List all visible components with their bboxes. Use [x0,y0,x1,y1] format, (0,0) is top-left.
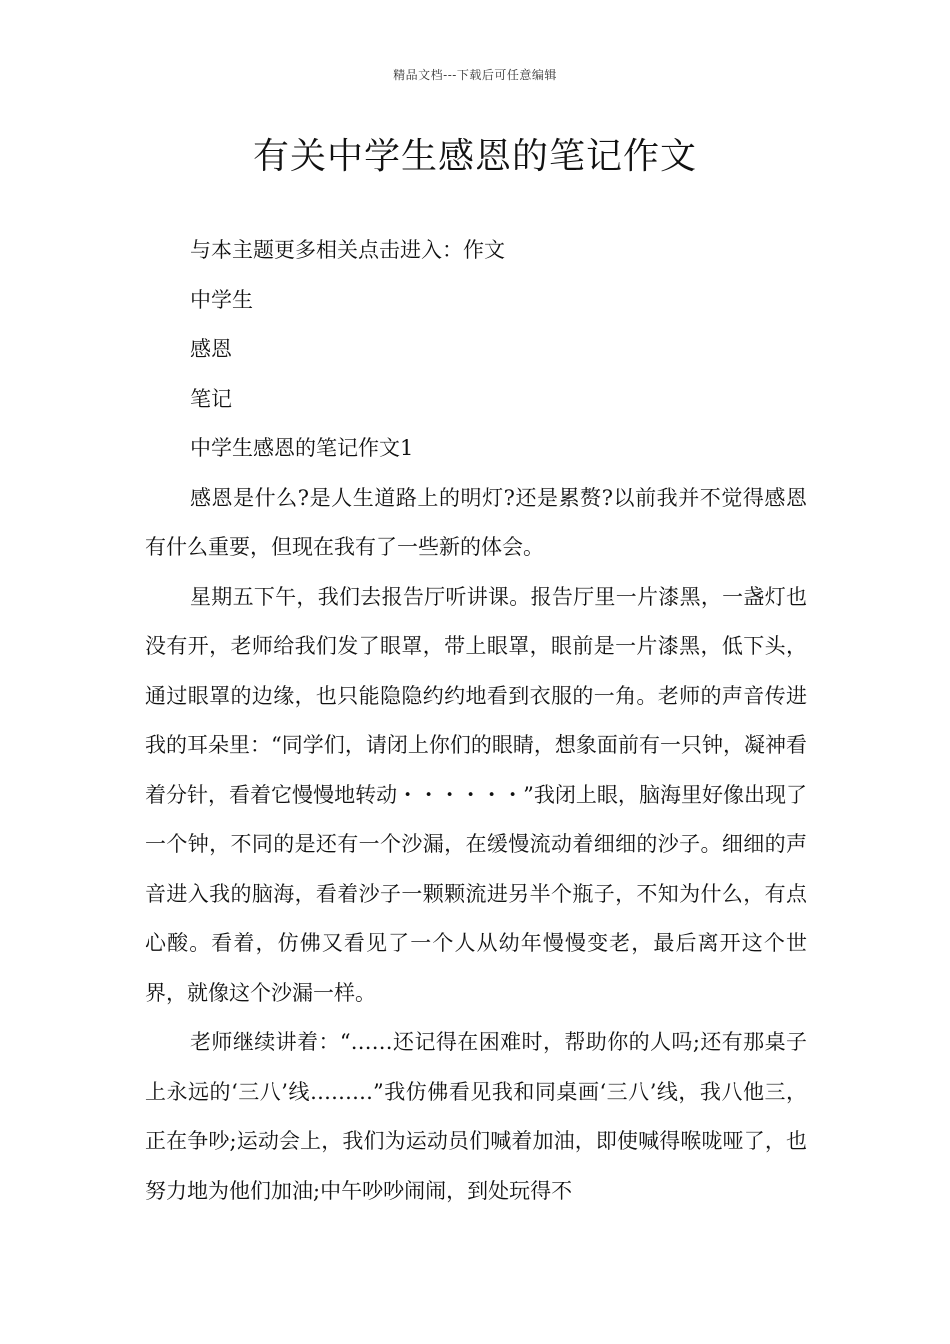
paragraph: 感恩是什么?是人生道路上的明灯?还是累赘?以前我并不觉得感恩有什么重要，但现在我有了一些新的体会。 [145,485,807,559]
paragraph-tag-notes: 笔记 [190,386,232,411]
paragraph: 老师继续讲着：“……还记得在困难时，帮助你的人吗;还有那桌子上永远的‘三八’线………”我仿佛看见我和同桌画‘三八’线，我八他三，正在争吵;运动会上，我们为运动员们喊着加油，即使喊得喉咙哑了，也努力地为他们加油;中午吵吵闹闹，到处玩得不 [145,1030,807,1203]
paragraph-tag-gratitude: 感恩 [190,337,232,361]
section-heading: 中学生感恩的笔记作文1 [190,436,414,460]
document-title: 有关中学生感恩的笔记作文 [252,136,697,177]
paragraph: 星期五下午，我们去报告厅听讲课。报告厅里一片漆黑，一盏灯也没有开，老师给我们发了眼罩，带上眼罩，眼前是一片漆黑，低下头，通过眼罩的边缘，也只能隐隐约约地看到衣服的一角。老师的声音传进我的耳朵里：“同学们，请闭上你们的眼睛，想象面前有一只钟，凝神看着分针，看着它慢慢地转动・・・・・・”我闭上眼，脑海里好像出现了一个钟，不同的是还有一个沙漏，在缓慢流动着细细的沙子。细细的声音进入我的脑海，看着沙子一颗颗流进另半个瓶子，不知为什么，有点心酸。看着，仿佛又看见了一个人从幼年慢慢变老，最后离开这个世界，就像这个沙漏一样。 [145,584,807,1005]
paragraph-topic-link: 与本主题更多相关点击进入：作文 [190,238,505,262]
document-body [145,226,807,1216]
header-note: 精品文档---下载后可任意编辑 [393,68,557,82]
paragraph-tag-middle-school: 中学生 [190,287,253,312]
